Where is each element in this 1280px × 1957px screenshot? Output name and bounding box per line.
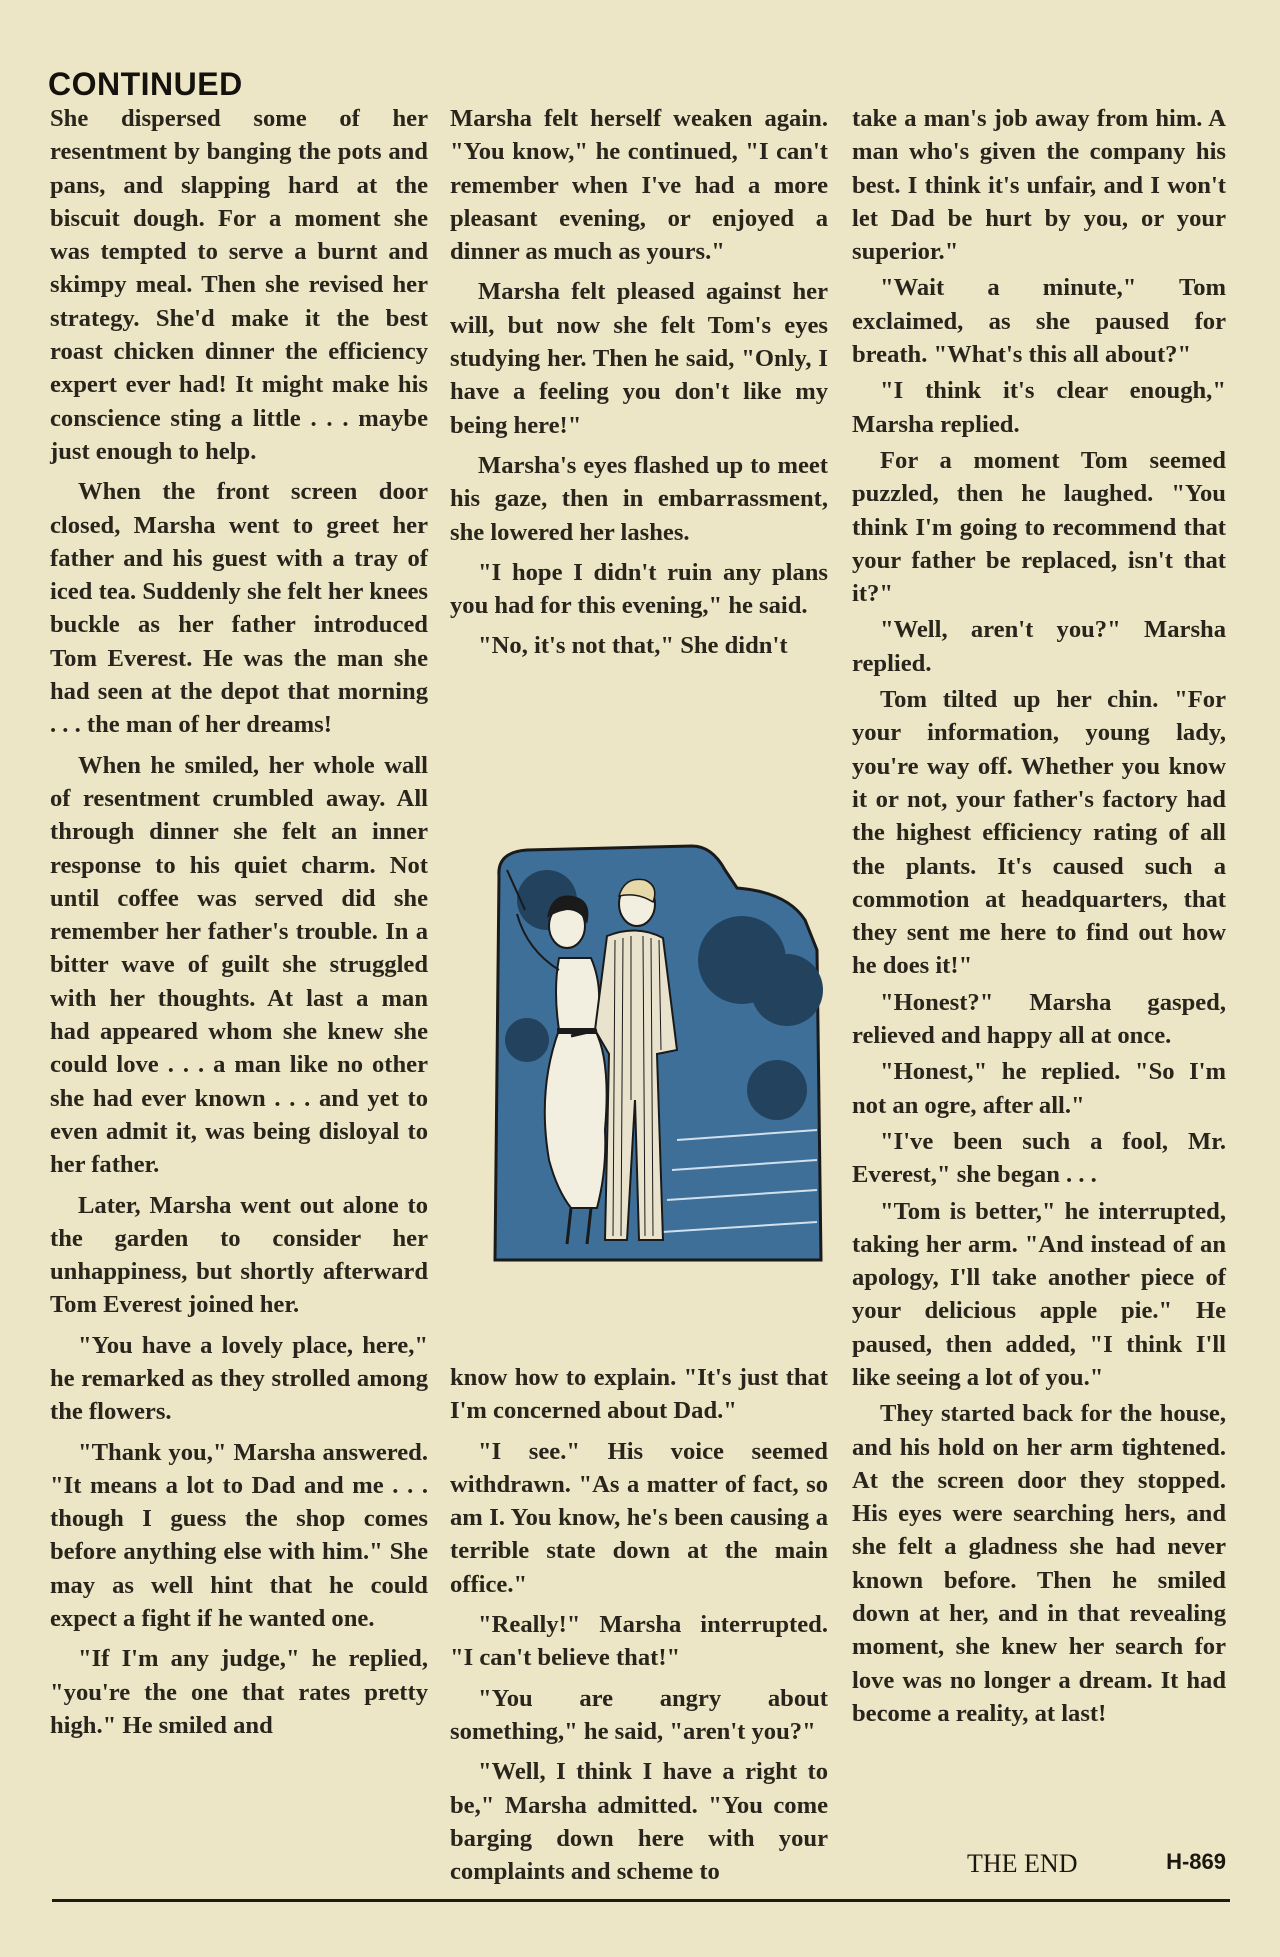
paragraph: "I see." His voice seemed withdrawn. "As a matter of fact, so am I. You know, he's been causing a terrible state down at the main office." bbox=[450, 1437, 828, 1598]
column-3 bbox=[852, 102, 1226, 1733]
paragraph: Tom tilted up her chin. "For your information, young lady, you're way off. Whether you know it or not, your father's factory had the highest efficiency rating of all the plants. It's caused such a commotion at headquarters, that they sent me here to find out how he does it!" bbox=[852, 686, 1226, 980]
paragraph: "Tom is better," he interrupted, taking her arm. "And instead of an apology, I'll take another piece of your delicious apple pie." He paused, then added, "I think I'll like seeing a lot of you." bbox=[852, 1197, 1226, 1391]
paragraph: For a moment Tom seemed puzzled, then he laughed. "You think I'm going to recommend that your father be replaced, isn't that it?" bbox=[852, 446, 1226, 608]
paragraph: "Honest," he replied. "So I'm not an ogre, after all." bbox=[852, 1058, 1226, 1119]
paragraph: When the front screen door closed, Marsha went to greet her father and his guest with a tray of iced tea. Suddenly she felt her knees buckle as her father introduced Tom Everest. He was the man she had seen at the depot that morning . . . the man of her dreams! bbox=[50, 478, 428, 739]
paragraph: Later, Marsha went out alone to the garden to consider her unhappiness, but shortly afterward Tom Everest joined her. bbox=[50, 1191, 428, 1319]
paragraph: They started back for the house, and his hold on her arm tightened. At the screen door they stopped. His eyes were searching hers, and she felt a gladness she had never known before. Then he smiled down at her, and in that revealing moment, she knew her search for love was no longer a dream. It had become a reality, at last! bbox=[852, 1400, 1226, 1727]
paragraph: "Really!" Marsha interrupted. "I can't believe that!" bbox=[450, 1611, 828, 1672]
paragraph: She dispersed some of her resentment by banging the pots and pans, and slapping hard at the biscuit dough. For a moment she was tempted to serve a burnt and skimpy meal. Then she revised her strategy. She'd make it the best roast chicken dinner the efficiency expert ever had! It might make his conscience sting a little . . . maybe just enough to help. bbox=[50, 105, 428, 465]
paragraph: "I hope I didn't ruin any plans you had for this evening," he said. bbox=[450, 558, 828, 620]
column-1 bbox=[50, 102, 428, 1749]
bottom-rule bbox=[52, 1899, 1230, 1902]
paragraph: "You are angry about something," he said, "aren't you?" bbox=[450, 1684, 828, 1745]
couple-in-garden-illustration bbox=[487, 840, 827, 1268]
paragraph: "Well, I think I have a right to be," Marsha admitted. "You come barging down here with your complaints and scheme to bbox=[450, 1758, 828, 1886]
continued-heading: CONTINUED bbox=[48, 66, 243, 102]
paragraph: "You have a lovely place, here," he remarked as they strolled among the flowers. bbox=[50, 1331, 428, 1426]
paragraph: When he smiled, her whole wall of resentment crumbled away. All through dinner she felt an inner response to his quiet charm. Not until coffee was served did she remember her father's trouble. In a bitter wave of guilt she struggled with her thoughts. At last a man had appeared whom she knew she could love . . . a man like no other she had ever known . . . and yet to even admit it, was being disloyal to her father. bbox=[50, 751, 428, 1179]
paragraph: Marsha felt pleased against her will, but now she felt Tom's eyes studying her. Then he said, "Only, I have a feeling you don't like my being here!" bbox=[450, 278, 828, 439]
the-end-label: THE END bbox=[967, 1849, 1078, 1878]
paragraph: take a man's job away from him. A man who's given the company his best. I think it's unfair, and I won't let Dad be hurt by you, or your superior." bbox=[852, 105, 1226, 266]
paragraph: know how to explain. "It's just that I'm concerned about Dad." bbox=[450, 1364, 828, 1425]
column-2-bottom bbox=[450, 1361, 828, 1895]
column-2-top bbox=[450, 102, 828, 670]
paragraph: "Wait a minute," Tom exclaimed, as she paused for breath. "What's this all about?" bbox=[852, 274, 1226, 369]
paragraph: Marsha's eyes flashed up to meet his gaze, then in embarrassment, she lowered her lashes. bbox=[450, 451, 828, 546]
paragraph: "I think it's clear enough," Marsha replied. bbox=[852, 377, 1226, 438]
paragraph: "If I'm any judge," he replied, "you're the one that rates pretty high." He smiled and bbox=[50, 1645, 428, 1739]
paragraph: "I've been such a fool, Mr. Everest," she began . . . bbox=[852, 1127, 1226, 1189]
paragraph: "Thank you," Marsha answered. "It means a lot to Dad and me . . . though I guess the shop comes before anything else with him." She may as well hint that he could expect a fight if he wanted one. bbox=[50, 1438, 428, 1633]
paragraph: Marsha felt herself weaken again. "You know," he continued, "I can't remember when I've had a more pleasant evening, or enjoyed a dinner as much as yours." bbox=[450, 105, 828, 266]
page-code: H-869 bbox=[1166, 1849, 1226, 1874]
paragraph: "Honest?" Marsha gasped, relieved and happy all at once. bbox=[852, 988, 1226, 1050]
paragraph: "Well, aren't you?" Marsha replied. bbox=[852, 616, 1226, 677]
illustration-panel bbox=[487, 840, 827, 1268]
paragraph: "No, it's not that," She didn't bbox=[478, 632, 788, 660]
